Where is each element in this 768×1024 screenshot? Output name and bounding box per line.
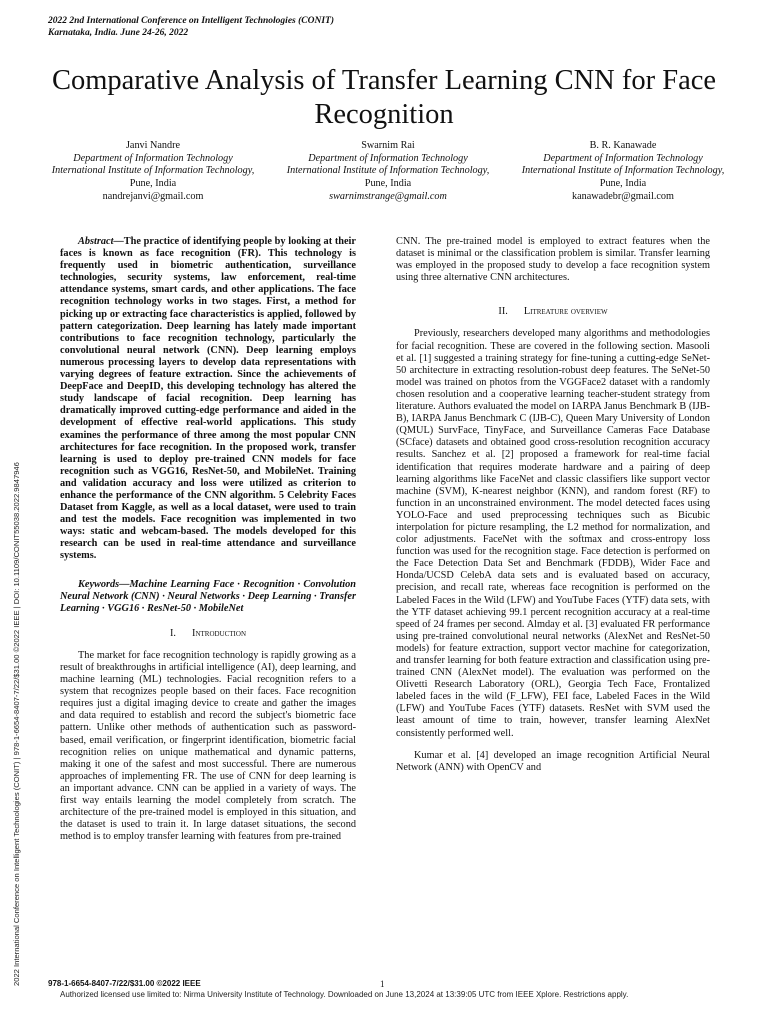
conference-name: 2022 2nd International Conference on Intelligent Technologies (CONIT) <box>48 16 334 26</box>
author-2 <box>283 140 493 204</box>
page-number: 1 <box>380 979 385 989</box>
author-institute: International Institute of Information Technology, <box>521 165 725 177</box>
section-number: I. <box>170 627 177 639</box>
keywords: Keywords—Machine Learning Face · Recognition · Convolution Neural Network (CNN) · Neural Networks · Deep Learning · Transfer Learning · VGG16 · ResNet-50 · MobileNet <box>60 578 356 614</box>
footer-isbn: 978-1-6654-8407-7/22/$31.00 ©2022 IEEE <box>48 979 201 988</box>
author-3 <box>518 140 728 204</box>
author-name: Janvi Nandre <box>125 140 181 151</box>
side-doi-text: 2022 International Conference on Intelligent Technologies (CONIT) | 978-1-6654-8407-7/22/$31.00 ©2022 IEEE | DOI: 10.1109/CONIT55038.2022.9847946 <box>12 462 21 986</box>
abstract <box>60 236 356 563</box>
abstract-label: Abstract— <box>78 236 124 247</box>
author-city: Pune, India <box>599 178 647 190</box>
author-email: kanawadebr@gmail.com <box>572 190 674 202</box>
author-city: Pune, India <box>364 178 412 190</box>
author-block <box>48 140 728 204</box>
literature-paragraph-2: Kumar et al. [4] developed an image recognition Artificial Neural Network (ANN) with OpenCV and <box>396 749 710 773</box>
section-title: Litreature overview <box>523 306 608 318</box>
license-notice: Authorized licensed use limited to: Nirma University Institute of Technology. Downloaded on June 13,2024 at 13:39:05 UTC from IEEE Xplore. Restrictions apply. <box>60 990 629 999</box>
conference-location: Karnataka, India. June 24-26, 2022 <box>48 28 189 38</box>
author-1 <box>48 140 258 204</box>
right-column <box>396 236 710 774</box>
author-institute: International Institute of Information Technology, <box>51 165 255 177</box>
author-name: Swarnim Rai <box>361 140 415 151</box>
section-title: Introduction <box>192 627 246 639</box>
author-department: Department of Information Technology <box>73 152 233 164</box>
left-column <box>60 236 356 843</box>
author-department: Department of Information Technology <box>543 152 703 164</box>
section-number: II. <box>498 306 508 318</box>
intro-paragraph: The market for face recognition technology is rapidly growing as a result of breakthroughs in artificial intelligence (AI), deep learning, and machine learning (ML) technologies. Facial recognition refers to a system that recognizes people based on their faces. Face recognition requires just a digital imaging device to create and gather the images and data required to establish and record the subject's biometric face pattern. Unlike other methods of authentication such as password-based, email verification, or fingerprint identification, biometric facial recognition relies on unique mathematical and dynamic patterns, making it one of the safest and most successful. There are numerous approaches of implementing FR. The use of CNN for deep learning is an important advance. CNN can be applied in a variety of ways. The first way entails learning the model completely from scratch. The architecture of the pre-trained model is employed in this situation, and the dataset is used to train it. In large dataset situations, the second method is to employ transfer learning with features from pre-trained <box>60 649 356 843</box>
section-heading-introduction <box>60 628 356 640</box>
author-email: swarnimstrange@gmail.com <box>329 190 447 202</box>
conference-header <box>48 15 334 39</box>
section-heading-literature <box>396 306 710 318</box>
literature-paragraph: Previously, researchers developed many algorithms and methodologies for facial recognition. These are covered in the following section. Masooli et al. [1] suggested a training strategy for fine-tuning a cutting-edge SeNet-50 architecture in extracting resolution-robust deep features. The SeNet-50 model was trained on photos from the VGGFace2 dataset with a randomly chosen resolution and a cooperative learning teacher-student strategy from literature. Authors evaluated the model on IARPA Janus Benchmark B (IJB-B), IARPA Janus Benchmark C (IJB-C), Queen Mary University of London (QMUL) SurvFace, TinyFace, and Surveillance Cameras Face Database (SCface) datasets and obtained good cross-resolution recognition accuracy results. Sanchez et al. [2] proposed a framework for real-time facial identification that requires moderate hardware and a pairing of deep learning algorithms like FaceNet and classic classifiers like support vector machine (SVM), K-nearest neighbor (KNN), and random forest (RF) to function in an unconstrained environment. The model detected faces using YOLO-Face and used preprocessing techniques such as Bicubic interpolation for picture resampling, the L2 method for normalization, and color adjustments. FaceNet with the softmax and cross-entropy loss function was used for the recognition stage. Face detection is performed on the Face Detection Data Set and Benchmark (FDDB), Wider Face and Honda/UCSD CelebA data sets and is evaluated based on accuracy, precision, and recall rate, whereas face recognition is performed on the Labeled Faces in the Wild (LFW) and YouTube Faces (YTF) data sets, with the YTF dataset achieving 99.1 percent recognition accuracy at a real-time speed of 24 frames per second. Almday et al. [3] evaluated FR performance using pre-trained convolutional neural networks (AlexNet and ResNet-50 models) for feature extraction, support vector machine for categorization, and transfer learning for both feature extraction and classification using pre-trained CNN (AlexNet model). The evaluation was performed on the Olivetti Research Laboratory (ORL), Georgia Tech Face, Frontalized labeled faces in the wild (F_LFW), FEI face, Labeled Faces in the Wild (LFW) and YouTube Faces (YTF) datasets. ResNet with SVM used the least amount of time to train, however, transfer learning AlexNet consistently performed well. <box>396 328 710 739</box>
author-institute: International Institute of Information Technology, <box>286 165 490 177</box>
continued-paragraph: CNN. The pre-trained model is employed to extract features when the dataset is minimal or the classification problem is similar. Transfer learning was employed in the proposed study to develop a face recognition system using three alternative CNN architectures. <box>396 236 710 284</box>
paper-title: Comparative Analysis of Transfer Learning CNN for Face Recognition <box>51 65 717 130</box>
author-name: B. R. Kanawade <box>589 140 657 151</box>
abstract-text: The practice of identifying people by looking at their faces is known as face recognition (FR). This technology is frequently used in biometric authentication, surveillance technologies, security systems, law enforcement, real-time attendance systems, smart cards, and other applications. The face recognition technology works in two stages. First, a method for picking up or extracting face characteristics is applied, followed by pattern categorization. Deep learning has lately made important contributions to face recognition technology, particularly the convolutional neural network (CNN). Deep learning employs numerous processing layers to develop data representations with varying degrees of feature extraction. Since the achievements of DeepFace and DeepID, this developing technology has altered the study landscape of facial recognition. Deep learning has dramatically improved cutting-edge performance and aided in the development of effective real-world applications. This study examines the performance of three among the most popular CNN architectures for face recognition. In the proposed work, transfer learning is used to deploy pre-trained CNN models for face recognition such as VGG16, ResNet-50, and MobileNet. Training and validation accuracy and loss were utilized as criterion to enhance the performance of the CNN algorithm. 5 Celebrity Faces Dataset from Kaggle, as well as a local dataset, were used to train and test the models. Face recognition was implemented in two ways: static and webcam-based. The models developed for this research can be used in real-time attendance and surveillance systems. <box>60 236 356 562</box>
author-email: nandrejanvi@gmail.com <box>102 190 204 202</box>
author-department: Department of Information Technology <box>308 152 468 164</box>
author-city: Pune, India <box>129 178 177 190</box>
